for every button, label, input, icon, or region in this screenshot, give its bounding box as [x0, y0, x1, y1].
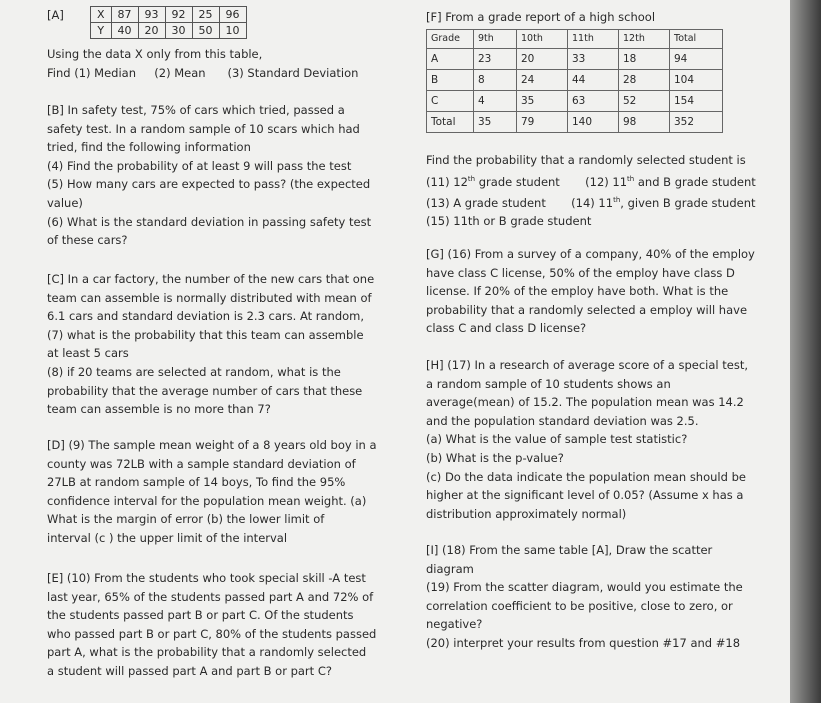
text-line: 27LB at random sample of 14 boys, To find the 95% — [47, 475, 346, 490]
table-cell: 28 — [619, 70, 670, 91]
section-c — [47, 270, 397, 419]
text-line: class C and class D license? — [426, 321, 587, 336]
superscript: th — [627, 174, 635, 183]
table-cell: 44 — [568, 70, 619, 91]
text-line: interval (c ) the upper limit of the interval — [47, 530, 288, 545]
text-line — [426, 170, 776, 191]
section-f-questions — [426, 151, 776, 231]
table-cell: Total — [427, 112, 474, 133]
text-line: at least 5 cars — [47, 346, 129, 361]
right-column — [426, 0, 776, 703]
text-line: tried, find the following information — [47, 140, 251, 155]
text-line: (c) Do the data indicate the population mean should be — [426, 469, 746, 484]
text-line: Find the probability that a randomly selected student is — [426, 153, 746, 167]
table-cell: 24 — [517, 70, 568, 91]
section-a-text — [47, 45, 397, 82]
text-line: Find (1) Median (2) Mean (3) Standard Deviation — [47, 65, 359, 80]
table-cell: C — [427, 91, 474, 112]
text-span: (14) 11 — [571, 195, 614, 210]
text-line: team can assemble is normally distributed with mean of — [47, 290, 372, 305]
text-line: license. If 20% of the employ have both. What is the — [426, 284, 729, 299]
text-line: value) — [47, 195, 83, 210]
table-cell: 50 — [192, 23, 219, 39]
text-line: (b) What is the p-value? — [426, 450, 564, 465]
text-line: a student will passed part A and part B or part C? — [47, 663, 332, 678]
table-header-row — [427, 29, 723, 49]
table-cell: 30 — [165, 23, 192, 39]
text-span: (11) 12 — [426, 174, 468, 189]
text-line: (20) interpret your results from question #17 and #18 — [426, 635, 741, 650]
text-line: 6.1 cars and standard deviation is 2.3 cars. At random, — [47, 309, 365, 324]
table-cell: 20 — [517, 49, 568, 70]
column-header: 11th — [568, 29, 619, 49]
row-label: X — [91, 7, 112, 23]
table-cell: 63 — [568, 91, 619, 112]
table-cell: 104 — [670, 70, 723, 91]
table-cell: A — [427, 49, 474, 70]
table-cell: 35 — [517, 91, 568, 112]
table-row — [427, 91, 723, 112]
table-cell: 25 — [192, 7, 219, 23]
text-line: (6) What is the standard deviation in passing safety test — [47, 214, 372, 229]
table-cell: 154 — [670, 91, 723, 112]
text-span: (13) A grade student — [426, 195, 546, 210]
text-line: (7) what is the probability that this team can assemble — [47, 327, 364, 342]
text-line: part A, what is the probability that a randomly selected — [47, 645, 367, 660]
table-cell: 18 — [619, 49, 670, 70]
row-label: Y — [91, 23, 112, 39]
text-line: correlation coefficient to be positive, close to zero, or — [426, 598, 733, 613]
text-span: grade student — [475, 174, 560, 189]
text-span: and B grade student — [634, 174, 756, 189]
text-line: probability that a randomly selected a employ will have — [426, 302, 748, 317]
section-b — [47, 101, 397, 250]
text-line: higher at the significant level of 0.05? (Assume x has a — [426, 488, 744, 503]
section-g — [426, 245, 776, 338]
superscript: th — [613, 196, 621, 205]
table-cell: 98 — [619, 112, 670, 133]
text-line: distribution approximately normal) — [426, 506, 627, 521]
table-cell: 40 — [111, 23, 138, 39]
text-line: diagram — [426, 561, 474, 576]
text-span: , given B grade student — [620, 195, 756, 210]
table-cell: 93 — [138, 7, 165, 23]
text-line: [B] In safety test, 75% of cars which tried, passed a — [47, 103, 345, 117]
text-line: (15) 11th or B grade student — [426, 214, 592, 229]
left-column — [47, 0, 397, 703]
text-line: safety test. In a random sample of 10 scars which had — [47, 121, 360, 136]
text-line: a random sample of 10 students shows an — [426, 376, 671, 391]
text-line: county was 72LB with a sample standard deviation of — [47, 456, 356, 471]
text-line: and the population standard deviation was 2.5. — [426, 413, 699, 428]
section-a-label: [A] — [47, 8, 64, 22]
column-header: 12th — [619, 29, 670, 49]
text-line — [426, 191, 776, 212]
column-header: Grade — [427, 29, 474, 49]
section-f — [426, 8, 776, 133]
table-cell: 10 — [219, 23, 246, 39]
text-line: of these cars? — [47, 233, 128, 248]
table-cell: 352 — [670, 112, 723, 133]
text-line: the students passed part B or part C. Of the students — [47, 608, 354, 623]
text-line: (4) Find the probability of at least 9 will pass the test — [47, 158, 352, 173]
table-cell: 96 — [219, 7, 246, 23]
text-line: team can assemble is no more than 7? — [47, 402, 271, 417]
column-header: Total — [670, 29, 723, 49]
table-row — [427, 70, 723, 91]
section-h — [426, 356, 776, 523]
table-cell: 23 — [474, 49, 517, 70]
text-line: (19) From the scatter diagram, would you estimate the — [426, 580, 743, 595]
table-row — [427, 49, 723, 70]
text-line: negative? — [426, 617, 483, 632]
text-line: (a) What is the value of sample test statistic? — [426, 432, 688, 447]
table-cell: B — [427, 70, 474, 91]
text-line: probability that the average number of cars that these — [47, 383, 363, 398]
table-cell: 8 — [474, 70, 517, 91]
text-line: average(mean) of 15.2. The population mean was 14.2 — [426, 395, 744, 410]
column-header: 10th — [517, 29, 568, 49]
superscript: th — [467, 174, 476, 183]
text-line: have class C license, 50% of the employ have class D — [426, 265, 735, 280]
table-cell: 33 — [568, 49, 619, 70]
table-cell: 87 — [111, 7, 138, 23]
section-d — [47, 436, 397, 548]
text-line: confidence interval for the population mean weight. (a) — [47, 493, 367, 508]
text-line: [I] (18) From the same table [A], Draw the scatter — [426, 543, 713, 557]
text-line: [G] (16) From a survey of a company, 40% of the employ — [426, 247, 755, 261]
text-line: [E] (10) From the students who took special skill -A test — [47, 571, 366, 585]
text-line: (8) if 20 teams are selected at random, what is the — [47, 364, 341, 379]
text-line: [D] (9) The sample mean weight of a 8 years old boy in a — [47, 438, 377, 452]
table-cell: 92 — [165, 7, 192, 23]
table-cell: 140 — [568, 112, 619, 133]
photo-edge-shadow — [790, 0, 821, 703]
table-row — [427, 112, 723, 133]
text-line: [C] In a car factory, the number of the new cars that one — [47, 272, 375, 286]
table-cell: 79 — [517, 112, 568, 133]
section-f-title: [F] From a grade report of a high school — [426, 10, 656, 24]
text-line: Using the data X only from this table, — [47, 47, 263, 61]
table-cell: 4 — [474, 91, 517, 112]
text-line: (5) How many cars are expected to pass? (the expected — [47, 177, 371, 192]
grade-table — [426, 29, 723, 134]
column-header: 9th — [474, 29, 517, 49]
text-line: What is the margin of error (b) the lower limit of — [47, 512, 325, 527]
text-line: last year, 65% of the students passed part A and 72% of — [47, 589, 374, 604]
table-cell: 35 — [474, 112, 517, 133]
table-cell: 20 — [138, 23, 165, 39]
table-cell: 52 — [619, 91, 670, 112]
text-span: (12) 11 — [585, 174, 628, 189]
section-e — [47, 569, 397, 681]
table-cell: 94 — [670, 49, 723, 70]
section-i — [426, 541, 776, 653]
text-line: who passed part B or part C, 80% of the students passed — [47, 626, 377, 641]
text-line: [H] (17) In a research of average score of a special test, — [426, 358, 748, 372]
